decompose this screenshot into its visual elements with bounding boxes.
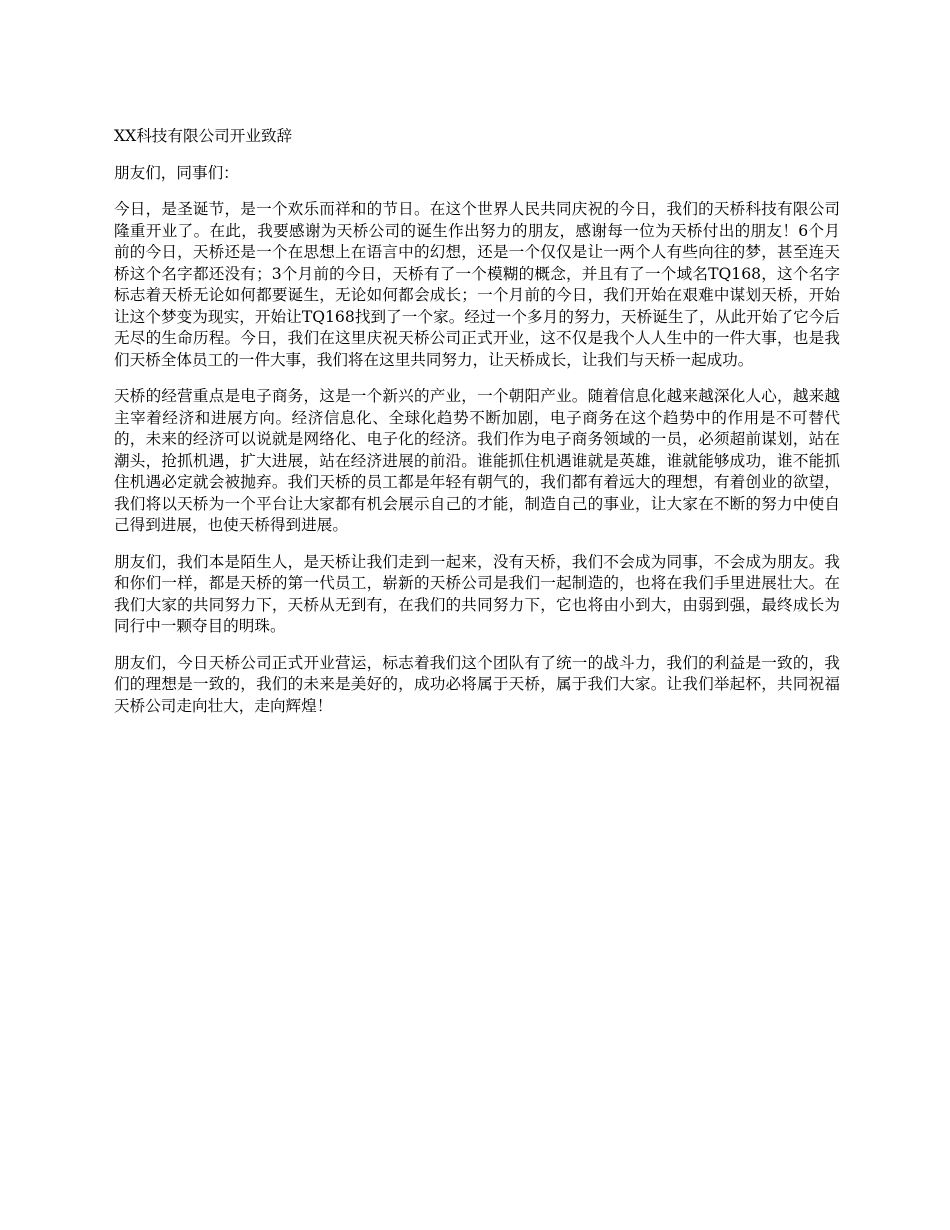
paragraph-3: 朋友们，我们本是陌生人，是天桥让我们走到一起来，没有天桥，我们不会成为同事，不会成为朋友。我和你们一样，都是天桥的第一代员工，崭新的天桥公司是我们一起制造的，也将在我们手里进展壮大。在我们大家的共同努力下，天桥从无到有，在我们的共同努力下，它也将由小到大，由弱到强，最终成长为同行中一颗夺目的明珠。 xyxy=(114,552,840,635)
paragraph-1: 今日，是圣诞节，是一个欢乐而祥和的节日。在这个世界人民共同庆祝的今日，我们的天桥科技有限公司隆重开业了。在此，我要感谢为天桥公司的诞生作出努力的朋友，感谢每一位为天桥付出的朋友！6个月前的今日，天桥还是一个在思想上在语言中的幻想，还是一个仅仅是让一两个人有些向往的梦，甚至连天桥这个名字都还没有；3个月前的今日，天桥有了一个模糊的概念，并且有了一个域名TQ168，这个名字标志着天桥无论如何都要诞生，无论如何都会成长；一个月前的今日，我们开始在艰难中谋划天桥，开始让这个梦变为现实，开始让TQ168找到了一个家。经过一个多月的努力，天桥诞生了，从此开始了它今后无尽的生命历程。今日，我们在这里庆祝天桥公司正式开业，这不仅是我个人人生中的一件大事，也是我们天桥全体员工的一件大事，我们将在这里共同努力，让天桥成长，让我们与天桥一起成功。 xyxy=(114,200,840,369)
document-title: XX科技有限公司开业致辞 xyxy=(114,127,293,145)
paragraph-2: 天桥的经营重点是电子商务，这是一个新兴的产业，一个朝阳产业。随着信息化越来越深化人心，越来越主宰着经济和进展方向。经济信息化、全球化趋势不断加剧，电子商务在这个趋势中的作用是不可替代的，未来的经济可以说就是网络化、电子化的经济。我们作为电子商务领域的一员，必须超前谋划，站在潮头，抢抓机遇，扩大进展，站在经济进展的前沿。谁能抓住机遇谁就是英雄，谁就能够成功，谁不能抓住机遇必定就会被抛弃。我们天桥的员工都是年轻有朝气的，我们都有着远大的理想，有着创业的欲望，我们将以天桥为一个平台让大家都有机会展示自己的才能，制造自己的事业，让大家在不断的努力中使自己得到进展，也使天桥得到进展。 xyxy=(114,387,840,534)
document-body xyxy=(114,126,840,732)
paragraph-4: 朋友们，今日天桥公司正式开业营运，标志着我们这个团队有了统一的战斗力，我们的利益是一致的，我们的理想是一致的，我们的未来是美好的，成功必将属于天桥，属于我们大家。让我们举起杯，共同祝福天桥公司走向壮大，走向辉煌！ xyxy=(114,653,840,715)
salutation: 朋友们，同事们： xyxy=(114,163,239,182)
